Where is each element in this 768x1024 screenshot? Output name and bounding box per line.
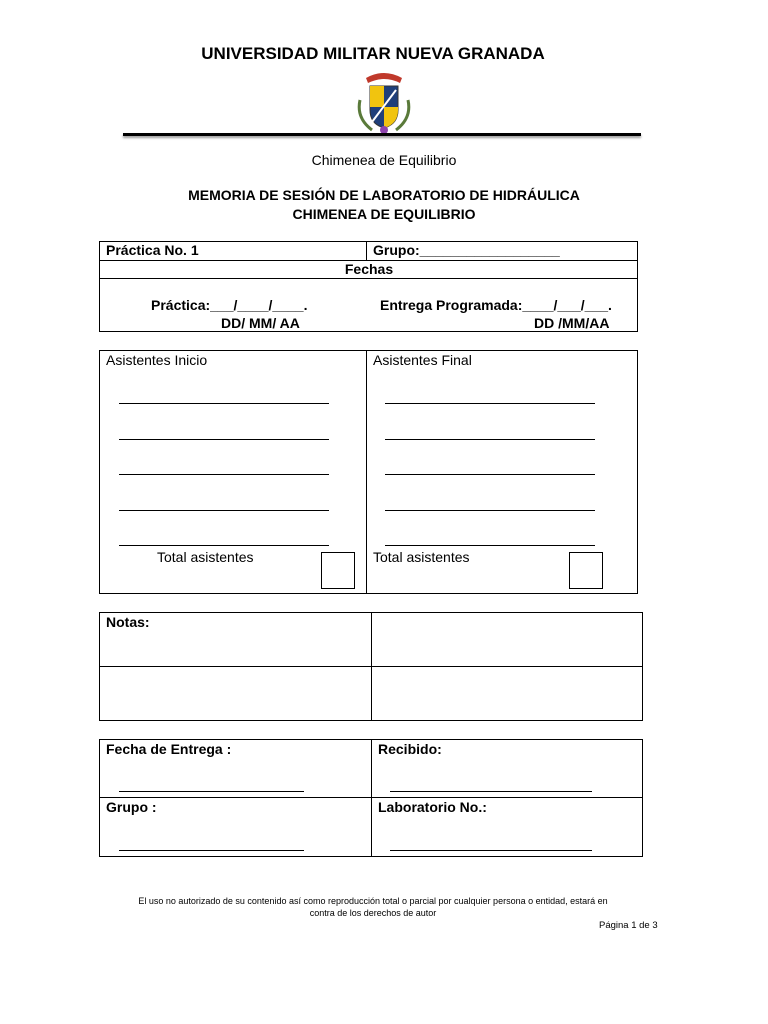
lab-number-line[interactable] — [390, 850, 592, 851]
scheduled-delivery-field[interactable]: Entrega Programada:____/___/___. — [380, 297, 612, 313]
attendee-end-line[interactable] — [385, 439, 595, 440]
copyright-notice-line1: El uso no autorizado de su contenido así como reproducción total o parcial por cualquier persona o entidad, estará en — [138, 896, 608, 906]
table-divider — [99, 797, 643, 798]
attendee-end-line[interactable] — [385, 545, 595, 546]
scheduled-delivery-format: DD /MM/AA — [534, 315, 610, 331]
attendee-start-line[interactable] — [119, 474, 329, 475]
table-divider — [99, 278, 638, 279]
header-rule — [123, 133, 641, 136]
page-number: Página 1 de 3 — [599, 920, 658, 931]
attendee-end-line[interactable] — [385, 474, 595, 475]
group-line[interactable] — [119, 850, 304, 851]
dates-header: Fechas — [344, 261, 394, 277]
total-attendees-start-label: Total asistentes — [157, 549, 254, 565]
attendee-start-line[interactable] — [119, 545, 329, 546]
total-attendees-end-label: Total asistentes — [373, 549, 470, 565]
practice-date-format: DD/ MM/ AA — [221, 315, 300, 331]
delivery-date-label: Fecha de Entrega : — [106, 741, 232, 757]
table-divider — [366, 241, 367, 260]
attendee-end-line[interactable] — [385, 403, 595, 404]
document-title-line1: MEMORIA DE SESIÓN DE LABORATORIO DE HIDRÁULICA — [188, 187, 580, 203]
group-label: Grupo : — [106, 799, 157, 815]
table-divider — [371, 739, 372, 857]
total-attendees-start-box[interactable] — [321, 552, 355, 589]
total-attendees-end-box[interactable] — [569, 552, 603, 589]
document-title-line2: CHIMENEA DE EQUILIBRIO — [292, 206, 476, 222]
group-field[interactable]: Grupo:__________________ — [373, 242, 560, 258]
copyright-notice-line2: contra de los derechos de autor — [309, 908, 437, 918]
document-subtitle: Chimenea de Equilibrio — [311, 152, 457, 168]
received-line[interactable] — [390, 791, 592, 792]
attendee-end-line[interactable] — [385, 510, 595, 511]
practice-number: Práctica No. 1 — [106, 242, 199, 258]
delivery-date-line[interactable] — [119, 791, 304, 792]
attendee-start-line[interactable] — [119, 403, 329, 404]
table-divider — [366, 350, 367, 594]
attendee-start-line[interactable] — [119, 439, 329, 440]
attendees-end-label: Asistentes Final — [373, 352, 472, 368]
university-crest-icon — [352, 70, 416, 136]
practice-date-field[interactable]: Práctica:___/____/____. — [151, 297, 308, 313]
attendee-start-line[interactable] — [119, 510, 329, 511]
received-label: Recibido: — [378, 741, 442, 757]
attendees-start-label: Asistentes Inicio — [106, 352, 208, 368]
lab-number-label: Laboratorio No.: — [378, 799, 487, 815]
notes-label: Notas: — [106, 614, 150, 630]
table-divider — [99, 666, 643, 667]
university-name: UNIVERSIDAD MILITAR NUEVA GRANADA — [201, 44, 545, 63]
